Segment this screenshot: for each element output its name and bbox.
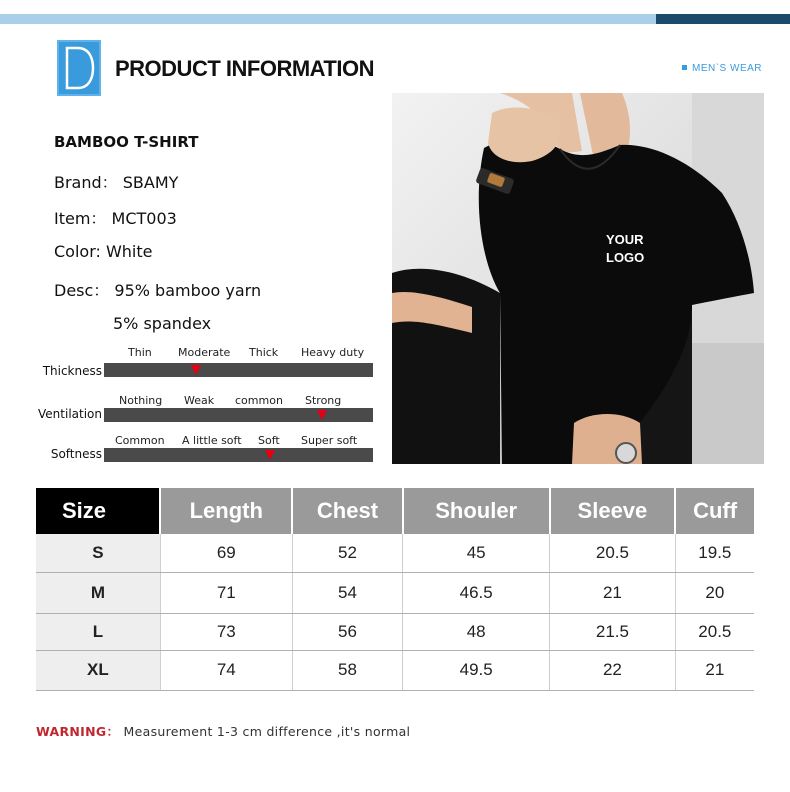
- table-row: [36, 534, 754, 572]
- chest-cell: 54: [292, 572, 403, 613]
- length-cell: 73: [160, 613, 292, 650]
- sleeve-cell: 21.5: [550, 613, 676, 650]
- scale-option: Moderate: [178, 346, 231, 359]
- shirt-print-line-2: LOGO: [606, 250, 645, 265]
- header-size: Size: [36, 488, 160, 534]
- sleeve-cell: 21: [550, 572, 676, 613]
- scale-option: Heavy duty: [301, 346, 365, 359]
- sleeve-cell: 22: [550, 650, 676, 690]
- cuff-cell: 19.5: [675, 534, 754, 572]
- scale-marker-icon: [317, 410, 327, 420]
- cuff-cell: 20.5: [675, 613, 754, 650]
- header-chest: Chest: [292, 488, 403, 534]
- scale-track: [104, 363, 373, 377]
- table-row: [36, 572, 754, 613]
- product-color: Color: White: [54, 242, 153, 261]
- product-description: Desc： 95% bamboo yarn: [54, 281, 262, 300]
- scale-marker-icon: [191, 365, 201, 375]
- scale-option: Weak: [184, 394, 215, 407]
- scale-option: Strong: [305, 394, 342, 407]
- chest-cell: 58: [292, 650, 403, 690]
- scale-name: Thickness: [42, 364, 102, 378]
- warning-label: WARNING：: [36, 724, 120, 739]
- length-cell: 74: [160, 650, 292, 690]
- product-item-code: Item： MCT003: [54, 209, 177, 228]
- scale-name: Softness: [50, 447, 102, 461]
- shoulder-cell: 46.5: [403, 572, 550, 613]
- size-cell: L: [36, 613, 160, 650]
- square-bullet-icon: [682, 65, 687, 70]
- scale-option: Nothing: [119, 394, 163, 407]
- top-bar-light: [0, 14, 656, 24]
- product-name: BAMBOO T-SHIRT: [54, 133, 199, 151]
- shoulder-cell: 49.5: [403, 650, 550, 690]
- header-shoulder: Shouler: [403, 488, 550, 534]
- product-photo: [392, 93, 764, 464]
- scale-name: Ventilation: [38, 407, 102, 421]
- product-brand: Brand： SBAMY: [54, 173, 179, 192]
- category-tagline-text: MEN`S WEAR: [692, 63, 762, 74]
- scale-option: common: [235, 394, 283, 407]
- scale-option: Soft: [258, 434, 280, 447]
- size-chart-table: [36, 488, 754, 691]
- scale-option: Thin: [128, 346, 152, 359]
- scale-track: [104, 408, 373, 422]
- model-wearing-tshirt-image: [392, 93, 764, 464]
- size-cell: XL: [36, 650, 160, 690]
- product-description-2: 5% spandex: [113, 314, 212, 333]
- size-cell: M: [36, 572, 160, 613]
- scale-option: Super soft: [301, 434, 358, 447]
- length-cell: 69: [160, 534, 292, 572]
- header-cuff: Cuff: [675, 488, 754, 534]
- scale-option: A little soft: [182, 434, 242, 447]
- category-tagline: [682, 63, 762, 74]
- warning-text: Measurement 1-3 cm difference ,it's normal: [123, 724, 411, 739]
- scale-option: Common: [115, 434, 165, 447]
- chest-cell: 52: [292, 534, 403, 572]
- header-length: Length: [160, 488, 292, 534]
- cuff-cell: 21: [675, 650, 754, 690]
- shirt-print-line-1: YOUR: [606, 232, 644, 247]
- scale-track: [104, 448, 373, 462]
- scale-option: Thick: [249, 346, 279, 359]
- cuff-cell: 20: [675, 572, 754, 613]
- brand-logo: [57, 40, 101, 96]
- size-cell: S: [36, 534, 160, 572]
- table-row: [36, 650, 754, 690]
- header-sleeve: Sleeve: [550, 488, 676, 534]
- sleeve-cell: 20.5: [550, 534, 676, 572]
- scale-marker-icon: [265, 450, 275, 460]
- size-chart-header-row: [36, 488, 754, 534]
- table-row: [36, 613, 754, 650]
- letter-d-icon: [59, 42, 99, 94]
- shoulder-cell: 48: [403, 613, 550, 650]
- chest-cell: 56: [292, 613, 403, 650]
- shoulder-cell: 45: [403, 534, 550, 572]
- top-bar-dark: [656, 14, 790, 24]
- page-title: PRODUCT INFORMATION: [115, 56, 374, 81]
- warning-note: [36, 722, 410, 740]
- length-cell: 71: [160, 572, 292, 613]
